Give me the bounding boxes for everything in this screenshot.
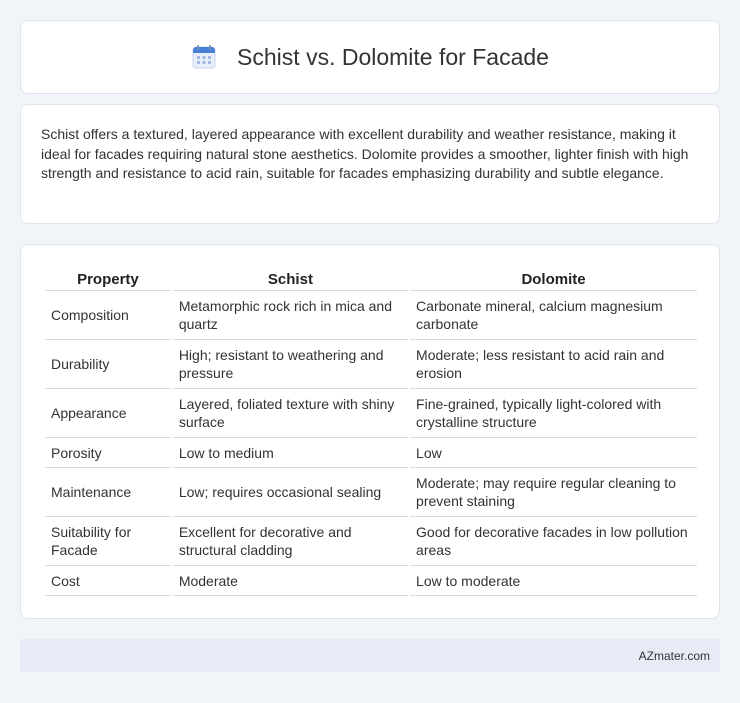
summary-card: [20, 104, 720, 224]
table-row: [45, 517, 697, 566]
comparison-table: [43, 265, 699, 596]
row-dolomite: Good for decorative facades in low pollution areas: [410, 517, 697, 566]
footer: [20, 639, 720, 672]
row-dolomite: Moderate; less resistant to acid rain and erosion: [410, 340, 697, 389]
row-property: Appearance: [45, 389, 171, 438]
table-row: [45, 291, 697, 340]
row-property: Durability: [45, 340, 171, 389]
summary-text: Schist offers a textured, layered appearance with excellent durability and weather resistance, making it ideal for facades requiring natural stone aesthetics. Dolomite provides a smoother, lighter finish with high strength and resistance to acid rain, suitable for facades emphasizing durability and subtle elegance.: [41, 126, 689, 181]
title-card: [20, 20, 720, 94]
row-dolomite: Low to moderate: [410, 566, 697, 596]
row-dolomite: Carbonate mineral, calcium magnesium carbonate: [410, 291, 697, 340]
calendar-icon: [191, 44, 217, 70]
row-property: Maintenance: [45, 468, 171, 517]
row-dolomite: Low: [410, 438, 697, 468]
row-property: Composition: [45, 291, 171, 340]
row-schist: Low; requires occasional sealing: [173, 468, 408, 517]
row-schist: Layered, foliated texture with shiny surface: [173, 389, 408, 438]
row-schist: Moderate: [173, 566, 408, 596]
table-row: [45, 566, 697, 596]
row-property: Porosity: [45, 438, 171, 468]
table-header-row: [45, 265, 697, 291]
row-property: Cost: [45, 566, 171, 596]
footer-brand-link[interactable]: AZmater.com: [638, 648, 710, 663]
header-schist: Schist: [173, 265, 408, 291]
row-dolomite: Moderate; may require regular cleaning to prevent staining: [410, 468, 697, 517]
table-row: [45, 389, 697, 438]
table-row: [45, 438, 697, 468]
header-property: Property: [45, 265, 171, 291]
row-schist: Low to medium: [173, 438, 408, 468]
comparison-table-card: [20, 244, 720, 619]
page-title: Schist vs. Dolomite for Facade: [237, 43, 549, 70]
header-dolomite: Dolomite: [410, 265, 697, 291]
row-property: Suitability for Facade: [45, 517, 171, 566]
row-schist: Metamorphic rock rich in mica and quartz: [173, 291, 408, 340]
title-wrap: [191, 44, 549, 71]
row-schist: High; resistant to weathering and pressure: [173, 340, 408, 389]
row-dolomite: Fine-grained, typically light-colored with crystalline structure: [410, 389, 697, 438]
table-row: [45, 468, 697, 517]
row-schist: Excellent for decorative and structural cladding: [173, 517, 408, 566]
table-row: [45, 340, 697, 389]
